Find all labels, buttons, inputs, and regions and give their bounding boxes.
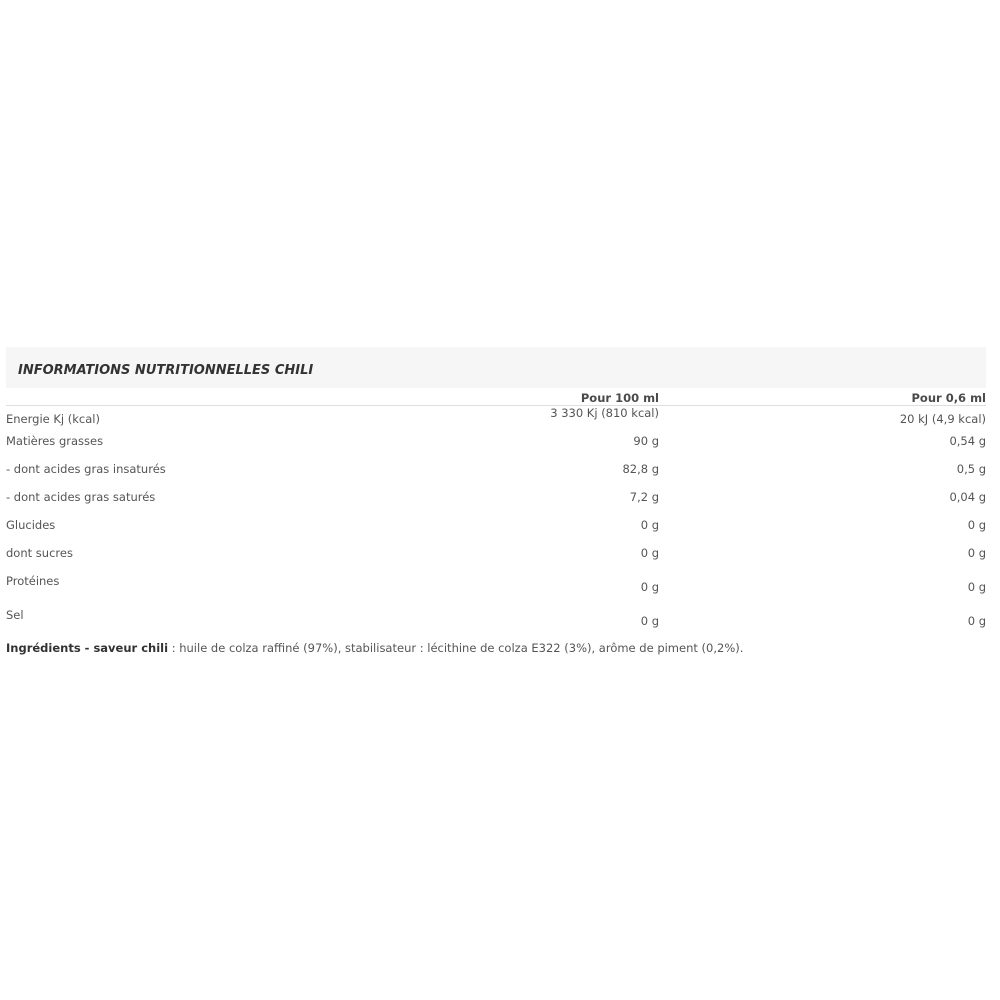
ingredients-text [6,641,986,655]
ingredients-label: Ingrédients - saveur chili [6,641,169,655]
nutrition-header-row [6,388,986,406]
nutrition-panel [6,347,986,642]
row-per100: 82,8 g [622,462,659,476]
row-per100: 0 g [640,580,659,594]
table-row [6,518,986,546]
table-row [6,574,986,608]
nutrition-title: INFORMATIONS NUTRITIONNELLES CHILI [18,363,314,378]
row-portion: 0 g [967,580,986,594]
row-per100: 90 g [633,434,659,448]
row-portion: 0 g [967,546,986,560]
row-per100: 0 g [640,546,659,560]
row-label: dont sucres [6,546,73,560]
row-per100: 3 330 Kj (810 kcal) [550,406,659,420]
header-portion: Pour 0,6 ml [659,388,986,406]
nutrition-table [6,388,986,642]
row-label: Sel [6,608,24,622]
row-label: Matières grasses [6,434,104,448]
header-per100: Pour 100 ml [426,388,659,406]
table-row [6,406,986,435]
row-portion: 0,54 g [949,434,986,448]
row-label: Protéines [6,574,60,588]
row-portion: 0 g [967,614,986,628]
row-per100: 0 g [640,518,659,532]
ingredients-list: : huile de colza raffiné (97%), stabilisateur : lécithine de colza E322 (3%), arôme de piment (0,2%). [168,641,744,655]
table-row [6,608,986,642]
row-portion: 0,04 g [949,490,986,504]
row-label: - dont acides gras saturés [6,490,156,504]
table-row [6,434,986,462]
row-portion: 0,5 g [956,462,986,476]
row-label: Glucides [6,518,56,532]
row-per100: 0 g [640,614,659,628]
row-label: - dont acides gras insaturés [6,462,166,476]
header-label-empty [6,388,426,406]
row-label: Energie Kj (kcal) [6,412,100,426]
table-row [6,462,986,490]
row-portion: 20 kJ (4,9 kcal) [899,412,986,426]
row-per100: 7,2 g [629,490,659,504]
row-portion: 0 g [967,518,986,532]
nutrition-title-bar [6,347,986,388]
table-row [6,546,986,574]
table-row [6,490,986,518]
